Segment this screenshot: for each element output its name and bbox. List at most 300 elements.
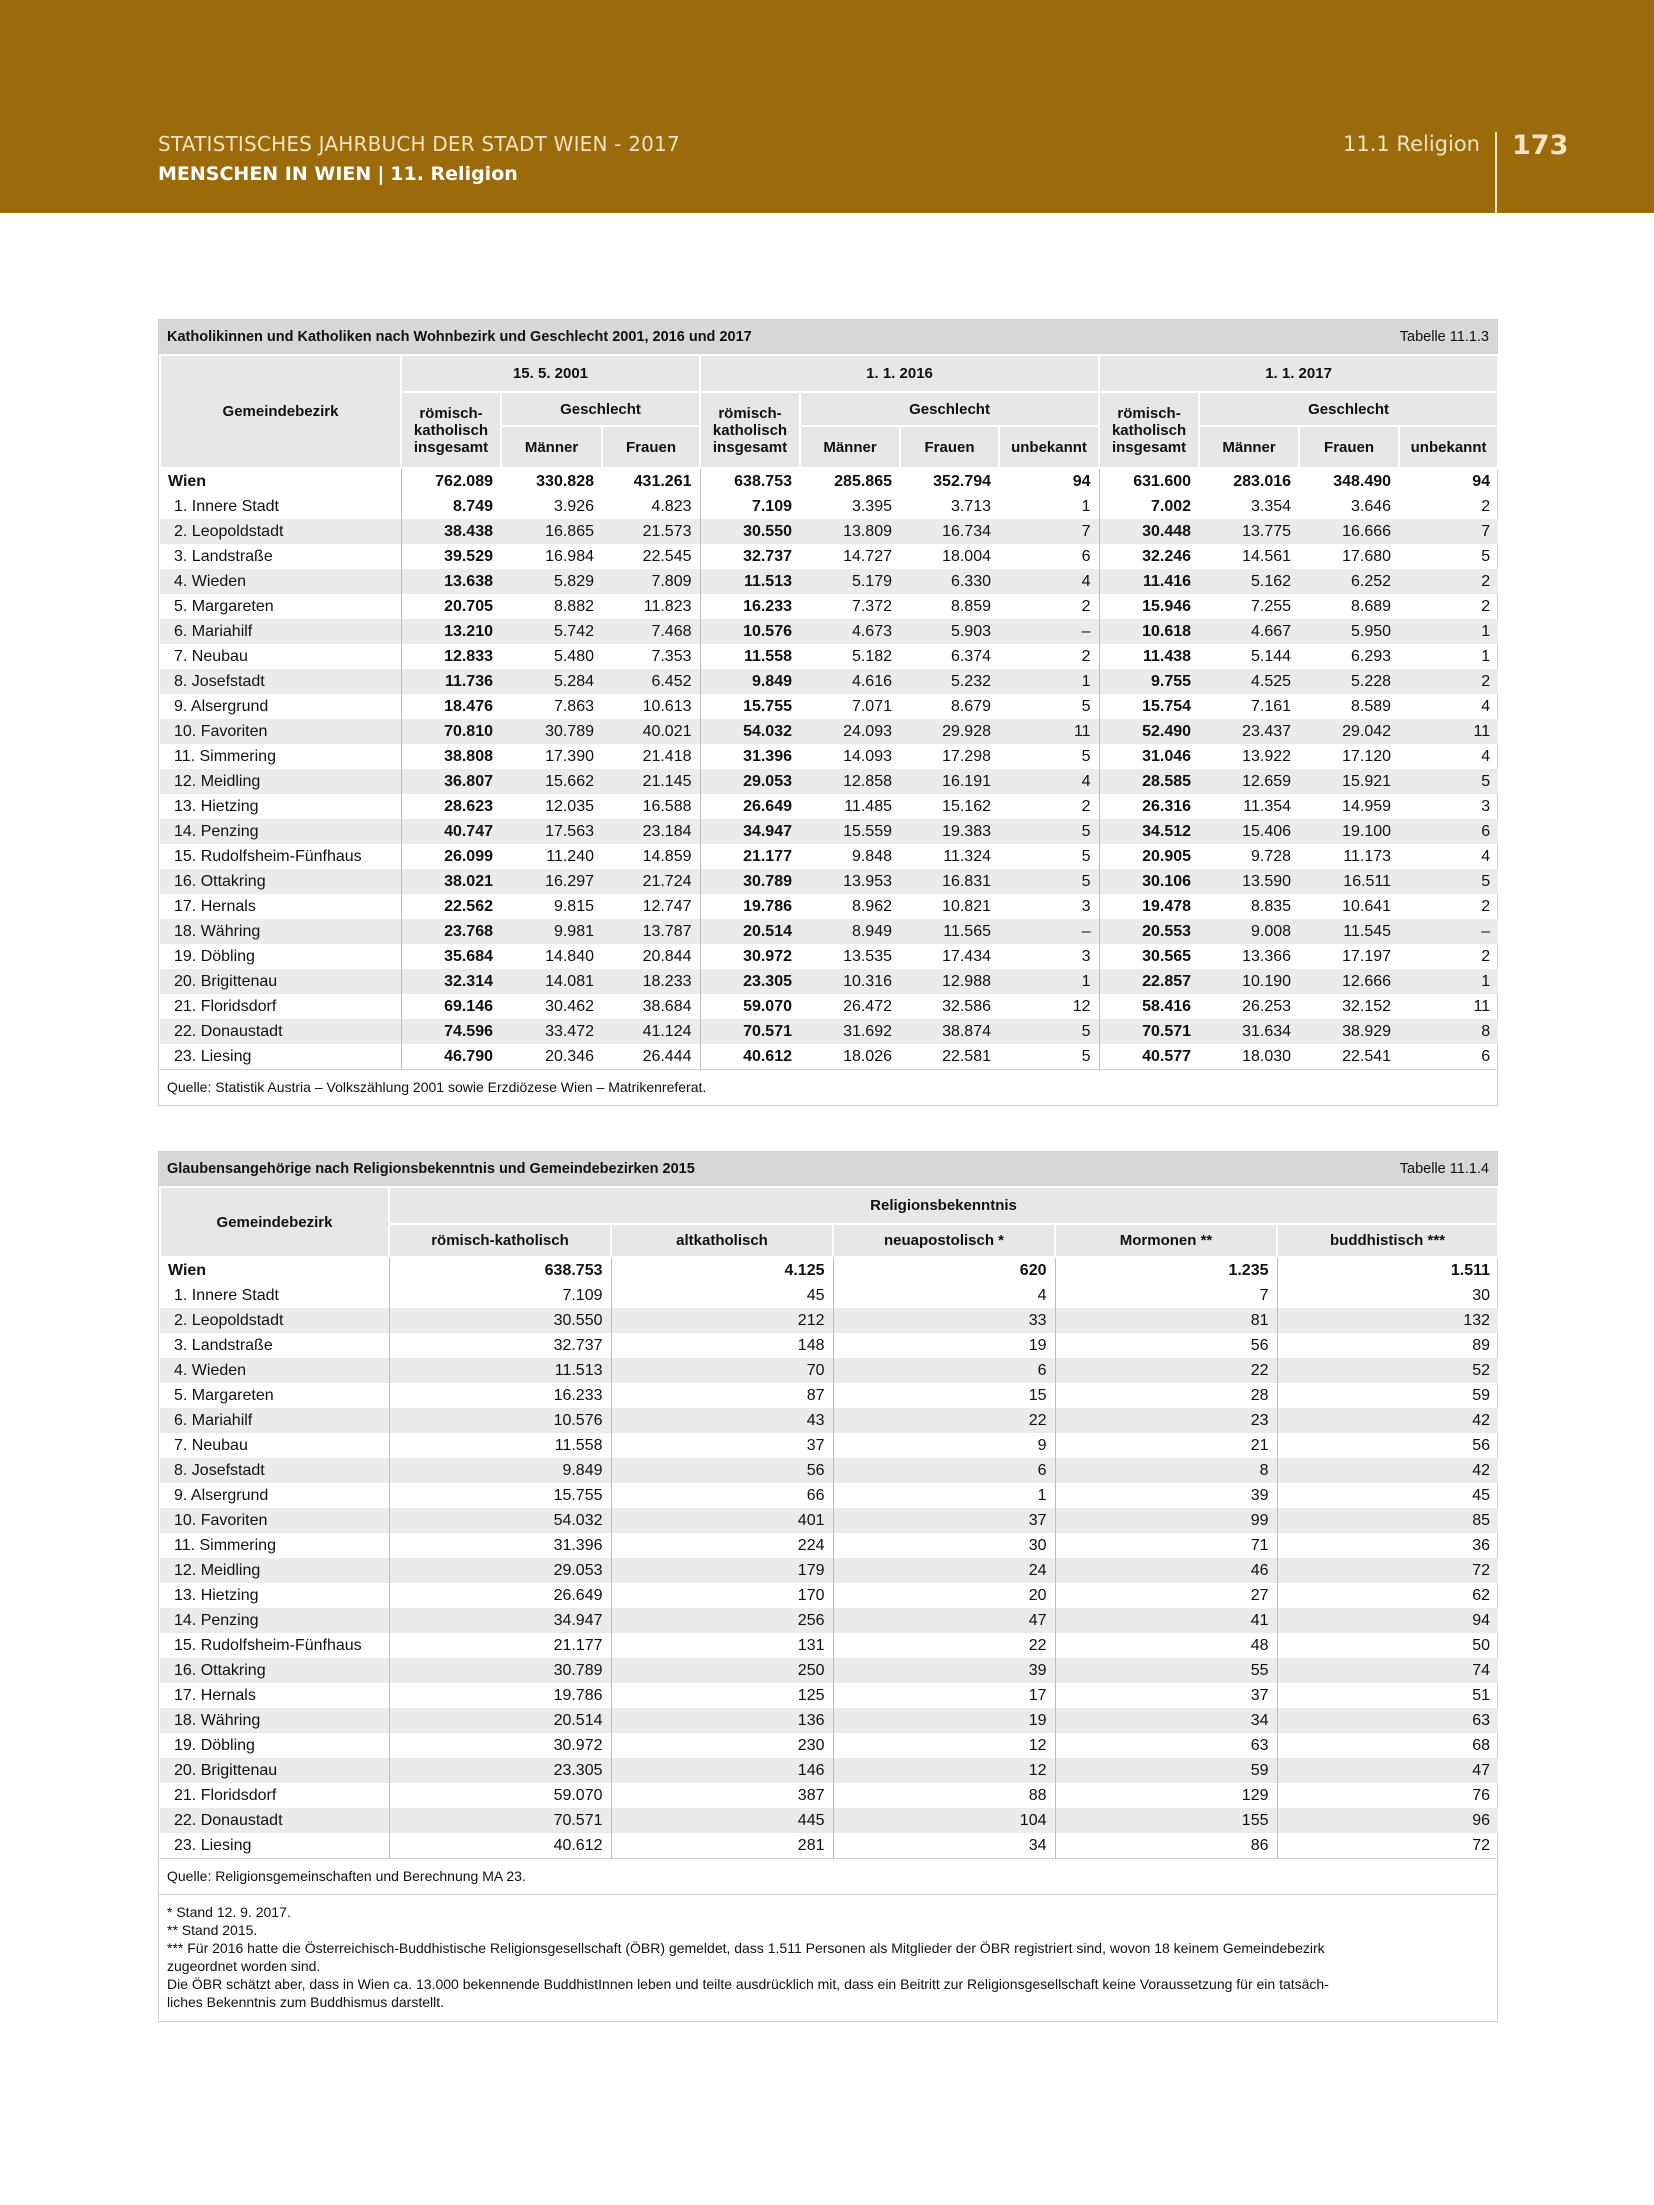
table-cell: 36.807 [401, 769, 501, 794]
table-cell: 230 [611, 1733, 833, 1758]
table-cell: 34 [1055, 1708, 1277, 1733]
table-cell: 4 [1481, 748, 1491, 765]
table-cell: 38.021 [401, 869, 501, 894]
col-header-total: römisch- katholisch insgesamt [401, 392, 501, 468]
table-cell: 16.191 [900, 769, 999, 794]
table-cell: 13.787 [602, 919, 700, 944]
table-cell: 5 [1481, 548, 1491, 565]
col-header-men: Männer [1199, 426, 1299, 468]
district-name: 2. Leopoldstadt [160, 519, 401, 544]
table-cell: 1 [1399, 969, 1498, 994]
table-cell: 19.478 [1099, 894, 1199, 919]
table-cell: 14.561 [1242, 548, 1292, 565]
table-cell: 4.525 [1199, 669, 1299, 694]
district-name: 5. Margareten [174, 1387, 274, 1404]
table-cell: 13.922 [1242, 748, 1292, 765]
table-row [160, 694, 1498, 719]
table-cell: 132 [1277, 1308, 1498, 1333]
table-cell: 10.613 [642, 698, 692, 715]
table-cell: 70 [611, 1358, 833, 1383]
table-cell: 43 [611, 1408, 833, 1433]
table-row [160, 519, 1498, 544]
table-cell: 30 [1277, 1283, 1498, 1308]
table-cell: 11.438 [1099, 644, 1199, 669]
table-row [160, 1608, 1498, 1633]
table-cell: 15.754 [1099, 694, 1199, 719]
table-cell: 9.981 [501, 919, 602, 944]
breadcrumb-part: MENSCHEN IN WIEN [158, 163, 372, 185]
table-cell: 5.284 [501, 669, 602, 694]
district-name: Wien [160, 1257, 389, 1283]
table-footnotes [159, 1894, 1497, 2021]
table-cell: 104 [833, 1808, 1055, 1833]
table-cell: 56 [1277, 1433, 1498, 1458]
table-cell: 15.755 [700, 694, 800, 719]
table-cell: 401 [611, 1508, 833, 1533]
table-row [160, 969, 1498, 994]
table-row [160, 1044, 1498, 1069]
table-cell: 21.177 [389, 1633, 611, 1658]
table-cell: 16.588 [642, 798, 692, 815]
table-cell: 96 [1277, 1808, 1498, 1833]
breadcrumb-chapter: 11. Religion [390, 163, 518, 185]
table-cell: 94 [1277, 1608, 1498, 1633]
table-cell: 13.775 [1199, 519, 1299, 544]
table-cell: 19.786 [700, 894, 800, 919]
table-cell: 11.545 [1299, 919, 1399, 944]
table-cell: 212 [611, 1308, 833, 1333]
table-cell: 99 [1055, 1508, 1277, 1533]
col-header-gender: Geschlecht [501, 392, 700, 426]
district-name: 19. Döbling [174, 948, 255, 965]
table-cell: 1 [1399, 619, 1498, 644]
table-cell: 5.903 [900, 619, 999, 644]
footnote-line: * Stand 12. 9. 2017. [167, 1904, 291, 1920]
table-cell: 39 [833, 1658, 1055, 1683]
table-cell: 6.293 [1351, 648, 1392, 665]
table-cell: 3.713 [950, 498, 991, 515]
table-cell: 5.162 [1199, 569, 1299, 594]
table-cell: 6.374 [950, 648, 991, 665]
table-cell: 6 [833, 1458, 1055, 1483]
table-row [160, 1458, 1498, 1483]
table-cell: 22.541 [1342, 1048, 1392, 1065]
table-cell: 54.032 [389, 1508, 611, 1533]
col-header-buddhist: buddhistisch *** [1277, 1224, 1498, 1257]
table-cell: 26.099 [401, 844, 501, 869]
table-cell: 3 [1081, 948, 1091, 965]
table-cell: 32.246 [1099, 544, 1199, 569]
table-body [160, 1257, 1498, 1858]
district-name: 3. Landstraße [174, 1337, 273, 1354]
table-cell: 30.106 [1099, 869, 1199, 894]
table-cell: 30.550 [700, 519, 800, 544]
table-cell: 13.590 [1199, 869, 1299, 894]
table-cell: 3 [1081, 898, 1091, 915]
table-cell: 155 [1055, 1808, 1277, 1833]
table-cell: 1 [999, 669, 1099, 694]
table-cell: 5.179 [800, 569, 900, 594]
table-cell: 32.152 [1342, 998, 1392, 1015]
table-title: Glaubensangehörige nach Religionsbekenntnis und Gemeindebezirken 2015 [167, 1161, 695, 1177]
table-cell: 15.755 [389, 1483, 611, 1508]
table-cell: 21.724 [602, 869, 700, 894]
table-cell: 6 [833, 1358, 1055, 1383]
table-cell: 23.768 [401, 919, 501, 944]
table-cell: 14.727 [843, 548, 892, 565]
table-cell: 34 [833, 1833, 1055, 1858]
table-cell: 14.093 [843, 748, 892, 765]
table-cell: 13.210 [401, 619, 501, 644]
district-name: 9. Alsergrund [174, 1487, 269, 1504]
table-cell: 5.182 [851, 648, 892, 665]
table-cell: 3 [1481, 798, 1491, 815]
table-row [160, 1558, 1498, 1583]
table-row [160, 1633, 1498, 1658]
table-cell: 42 [1277, 1458, 1498, 1483]
table-cell: 5 [1081, 748, 1091, 765]
table-cell: 13.638 [401, 569, 501, 594]
table-cell: 66 [611, 1483, 833, 1508]
table-cell: 48 [1055, 1633, 1277, 1658]
col-header-women: Frauen [602, 426, 700, 468]
table-cell: 40.021 [602, 719, 700, 744]
table-cell: 33.472 [501, 1019, 602, 1044]
table-cell: 86 [1055, 1833, 1277, 1858]
table-row [160, 1383, 1498, 1408]
table-cell: 37 [611, 1433, 833, 1458]
table-source: Quelle: Statistik Austria – Volkszählung 2001 sowie Erzdiözese Wien – Matrikenreferat. [159, 1069, 1497, 1105]
table-row [160, 1333, 1498, 1358]
district-name: 6. Mariahilf [160, 619, 401, 644]
table-cell: 17 [833, 1683, 1055, 1708]
table-cell: 16.831 [900, 869, 999, 894]
table-cell: 348.490 [1299, 468, 1399, 494]
table-cell: 87 [611, 1383, 833, 1408]
table-cell: 19 [833, 1708, 1055, 1733]
table-cell: 620 [833, 1257, 1055, 1283]
col-header-district: Gemeindebezirk [160, 355, 401, 468]
table-cell: 26.253 [1242, 998, 1292, 1015]
table-cell: 28.623 [401, 794, 501, 819]
table-cell: 42 [1277, 1408, 1498, 1433]
table-cell: 30 [833, 1533, 1055, 1558]
table-cell: 387 [611, 1783, 833, 1808]
table-cell: 40.747 [401, 819, 501, 844]
table-cell: 1 [1481, 648, 1491, 665]
district-name: 22. Donaustadt [160, 1808, 389, 1833]
table-cell: 352.794 [900, 468, 999, 494]
table-cell: 47 [833, 1608, 1055, 1633]
period-header-2016: 1. 1. 2016 [700, 355, 1099, 392]
table-cell: 638.753 [700, 468, 800, 494]
table-cell: 28 [1055, 1383, 1277, 1408]
table-cell: 8.689 [1351, 598, 1392, 615]
table-row [160, 1783, 1498, 1808]
table-cell: 12 [1072, 998, 1091, 1015]
table-row [160, 1533, 1498, 1558]
table-cell: 22.545 [642, 548, 692, 565]
table-cell: 56 [611, 1458, 833, 1483]
table-cell: 256 [611, 1608, 833, 1633]
table-cell: 32.586 [942, 998, 991, 1015]
table-row [160, 1283, 1498, 1308]
table-cell: 45 [611, 1283, 833, 1308]
table-cell: 8.835 [1251, 898, 1292, 915]
table-row [160, 869, 1498, 894]
table-cell: 2 [1399, 569, 1498, 594]
table-cell: 22.581 [942, 1048, 991, 1065]
table-cell: 6 [1399, 819, 1498, 844]
table-cell: 9.848 [851, 848, 892, 865]
table-cell: 11 [1399, 719, 1498, 744]
table-row [160, 844, 1498, 869]
table-cell: 7.255 [1251, 598, 1292, 615]
table-cell: 23.184 [602, 819, 700, 844]
district-name: 13. Hietzing [174, 1587, 259, 1604]
section-label: 11.1 Religion [1343, 132, 1480, 156]
col-header-women: Frauen [1299, 426, 1399, 468]
district-name: 14. Penzing [160, 819, 401, 844]
table-cell: 250 [611, 1658, 833, 1683]
table-cell: 81 [1055, 1308, 1277, 1333]
table-cell: 70.571 [389, 1808, 611, 1833]
table-row [160, 1658, 1498, 1683]
table-cell: 20.705 [401, 594, 501, 619]
table-cell: 5 [1081, 698, 1091, 715]
table-cell: 10.641 [1342, 898, 1392, 915]
table-cell: 23.437 [1199, 719, 1299, 744]
table-cell: 89 [1277, 1333, 1498, 1358]
table-cell: 6 [1081, 548, 1091, 565]
table-cell: 5 [1081, 848, 1091, 865]
table-cell: 30.789 [700, 869, 800, 894]
table-cell: 33 [833, 1308, 1055, 1333]
table-cell: 16.734 [900, 519, 999, 544]
table-cell: 330.828 [501, 468, 602, 494]
table-cell: 39 [1055, 1483, 1277, 1508]
table-cell: 18.476 [401, 694, 501, 719]
col-header-gender: Geschlecht [800, 392, 1099, 426]
district-name: 23. Liesing [174, 1837, 252, 1854]
data-table [159, 354, 1499, 1069]
table-cell: 431.261 [602, 468, 700, 494]
table-cell: 11.416 [1099, 569, 1199, 594]
table-cell: 76 [1277, 1783, 1498, 1808]
table-cell: 8 [1055, 1458, 1277, 1483]
table-cell: 74 [1277, 1658, 1498, 1683]
table-cell: 23.305 [700, 969, 800, 994]
table-cell: 16.233 [700, 594, 800, 619]
table-cell: 170 [611, 1583, 833, 1608]
table-cell: 13.953 [800, 869, 900, 894]
table-row [160, 619, 1498, 644]
table-cell: 5.228 [1299, 669, 1399, 694]
table-cell: 11 [999, 719, 1099, 744]
table-cell: 30.972 [389, 1733, 611, 1758]
table-cell: 9 [833, 1433, 1055, 1458]
table-cell: 16.865 [501, 519, 602, 544]
col-header-roman-catholic: römisch-katholisch [389, 1224, 611, 1257]
table-cell: 4 [1481, 698, 1491, 715]
table-cell: 5 [999, 1019, 1099, 1044]
table-cell: 23.305 [389, 1758, 611, 1783]
table-cell: 3.395 [851, 498, 892, 515]
table-cell: 34.512 [1099, 819, 1199, 844]
table-cell: 12.833 [401, 644, 501, 669]
table-cell: 38.438 [401, 519, 501, 544]
table-cell: 3.646 [1351, 498, 1392, 515]
district-name: 17. Hernals [174, 1687, 256, 1704]
table-cell: 9.849 [389, 1458, 611, 1483]
table-cell: 10.190 [1199, 969, 1299, 994]
district-name: 7. Neubau [174, 648, 248, 665]
table-cell: 5.480 [553, 648, 594, 665]
district-name: 3. Landstraße [174, 548, 273, 565]
table-cell: 50 [1277, 1633, 1498, 1658]
table-religious-affiliation [158, 1151, 1498, 2022]
table-cell: 146 [611, 1758, 833, 1783]
table-cell: 7.161 [1251, 698, 1292, 715]
table-cell: 37 [833, 1508, 1055, 1533]
table-cell: 2 [1081, 648, 1091, 665]
table-cell: 6 [1481, 1048, 1491, 1065]
table-cell: 22 [833, 1408, 1055, 1433]
table-cell: 36 [1277, 1533, 1498, 1558]
district-name: 15. Rudolfsheim-Fünfhaus [174, 1637, 362, 1654]
table-cell: 15.921 [1299, 769, 1399, 794]
table-cell: 4 [833, 1283, 1055, 1308]
table-cell: 17.563 [501, 819, 602, 844]
table-cell: 20 [833, 1583, 1055, 1608]
table-cell: 10.618 [1099, 619, 1199, 644]
table-cell: 34.947 [700, 819, 800, 844]
table-row [160, 594, 1498, 619]
district-name: 4. Wieden [160, 1358, 389, 1383]
table-cell: 26.472 [843, 998, 892, 1015]
district-name: 21. Floridsdorf [174, 1787, 277, 1804]
table-cell: 8.859 [950, 598, 991, 615]
table-cell: 4 [999, 569, 1099, 594]
district-name: 7. Neubau [174, 1437, 248, 1454]
table-cell: 62 [1277, 1583, 1498, 1608]
table-cell: 285.865 [800, 468, 900, 494]
table-cell: 70.571 [700, 1019, 800, 1044]
table-cell: 10.576 [389, 1408, 611, 1433]
table-cell: 22.562 [401, 894, 501, 919]
table-cell: 69.146 [401, 994, 501, 1019]
table-cell: 20.844 [642, 948, 692, 965]
table-cell: 9.815 [553, 898, 594, 915]
table-cell: 7 [999, 519, 1099, 544]
footnote-line: zugeordnet worden sind. [167, 1958, 321, 1974]
table-cell: 17.197 [1342, 948, 1392, 965]
table-cell: 14.840 [545, 948, 594, 965]
table-cell: 55 [1055, 1658, 1277, 1683]
table-cell: 281 [611, 1833, 833, 1858]
table-cell: 13.535 [843, 948, 892, 965]
table-row [160, 819, 1498, 844]
table-cell: 59.070 [389, 1783, 611, 1808]
table-title-bar [159, 1152, 1497, 1186]
district-name: 16. Ottakring [160, 869, 401, 894]
table-cell: 1 [999, 969, 1099, 994]
table-cell: 70.571 [1099, 1019, 1199, 1044]
district-name: 23. Liesing [174, 1048, 252, 1065]
table-cell: 72 [1277, 1558, 1498, 1583]
table-cell: 35.684 [401, 944, 501, 969]
district-name: 16. Ottakring [160, 1658, 389, 1683]
table-cell: 14.859 [642, 848, 692, 865]
table-cell: 52 [1277, 1358, 1498, 1383]
table-row [160, 1758, 1498, 1783]
table-cell: 9.755 [1099, 669, 1199, 694]
table-cell: 59 [1277, 1383, 1498, 1408]
table-row [160, 894, 1498, 919]
table-cell: 27 [1055, 1583, 1277, 1608]
table-cell: 445 [611, 1808, 833, 1833]
table-cell: 5 [1399, 769, 1498, 794]
district-name: 11. Simmering [174, 1537, 276, 1554]
table-cell: 30.789 [389, 1658, 611, 1683]
table-cell: 31.046 [1099, 744, 1199, 769]
table-cell: 15 [833, 1383, 1055, 1408]
table-cell: 3.354 [1251, 498, 1292, 515]
table-row [160, 669, 1498, 694]
col-header-unknown: unbekannt [999, 426, 1099, 468]
table-cell: 12.988 [900, 969, 999, 994]
table-cell: 30.789 [501, 719, 602, 744]
table-cell: 31.396 [700, 744, 800, 769]
table-row [160, 1408, 1498, 1433]
table-cell: 4.616 [800, 669, 900, 694]
table-cell: 7 [1399, 519, 1498, 544]
table-cell: 26.649 [700, 794, 800, 819]
table-cell: 29.053 [389, 1558, 611, 1583]
table-cell: 20.514 [389, 1708, 611, 1733]
table-cell: 28.585 [1099, 769, 1199, 794]
district-name: 4. Wieden [160, 569, 401, 594]
table-cell: 7.468 [602, 619, 700, 644]
table-cell: 39.529 [401, 544, 501, 569]
table-cell: 74.596 [401, 1019, 501, 1044]
table-cell: 8.749 [401, 494, 501, 519]
table-row [160, 994, 1498, 1019]
table-cell: 9.728 [1251, 848, 1292, 865]
district-name: 2. Leopoldstadt [160, 1308, 389, 1333]
table-cell: 18.026 [843, 1048, 892, 1065]
table-row [160, 1508, 1498, 1533]
table-cell: 29.928 [900, 719, 999, 744]
table-row [160, 468, 1498, 494]
table-row [160, 794, 1498, 819]
table-row [160, 919, 1498, 944]
table-cell: – [1399, 919, 1498, 944]
table-row [160, 1358, 1498, 1383]
table-cell: 4.125 [611, 1257, 833, 1283]
district-name: 17. Hernals [174, 898, 256, 915]
table-cell: 11.324 [943, 848, 991, 865]
table-cell: 20.905 [1099, 844, 1199, 869]
table-cell: 26.649 [389, 1583, 611, 1608]
table-cell: 18.233 [602, 969, 700, 994]
table-cell: 11.485 [844, 798, 892, 815]
table-cell: 20.553 [1099, 919, 1199, 944]
district-name: Wien [160, 468, 401, 494]
table-cell: 9.008 [1199, 919, 1299, 944]
table-cell: 51 [1277, 1683, 1498, 1708]
footnote-line: Die ÖBR schätzt aber, dass in Wien ca. 13.000 bekennende BuddhistInnen leben und teilte ausdrücklich mit, dass ein Beitritt zur Religionsgesellschaft keine Voraussetzung für ein tatsäch- [167, 1976, 1329, 1992]
